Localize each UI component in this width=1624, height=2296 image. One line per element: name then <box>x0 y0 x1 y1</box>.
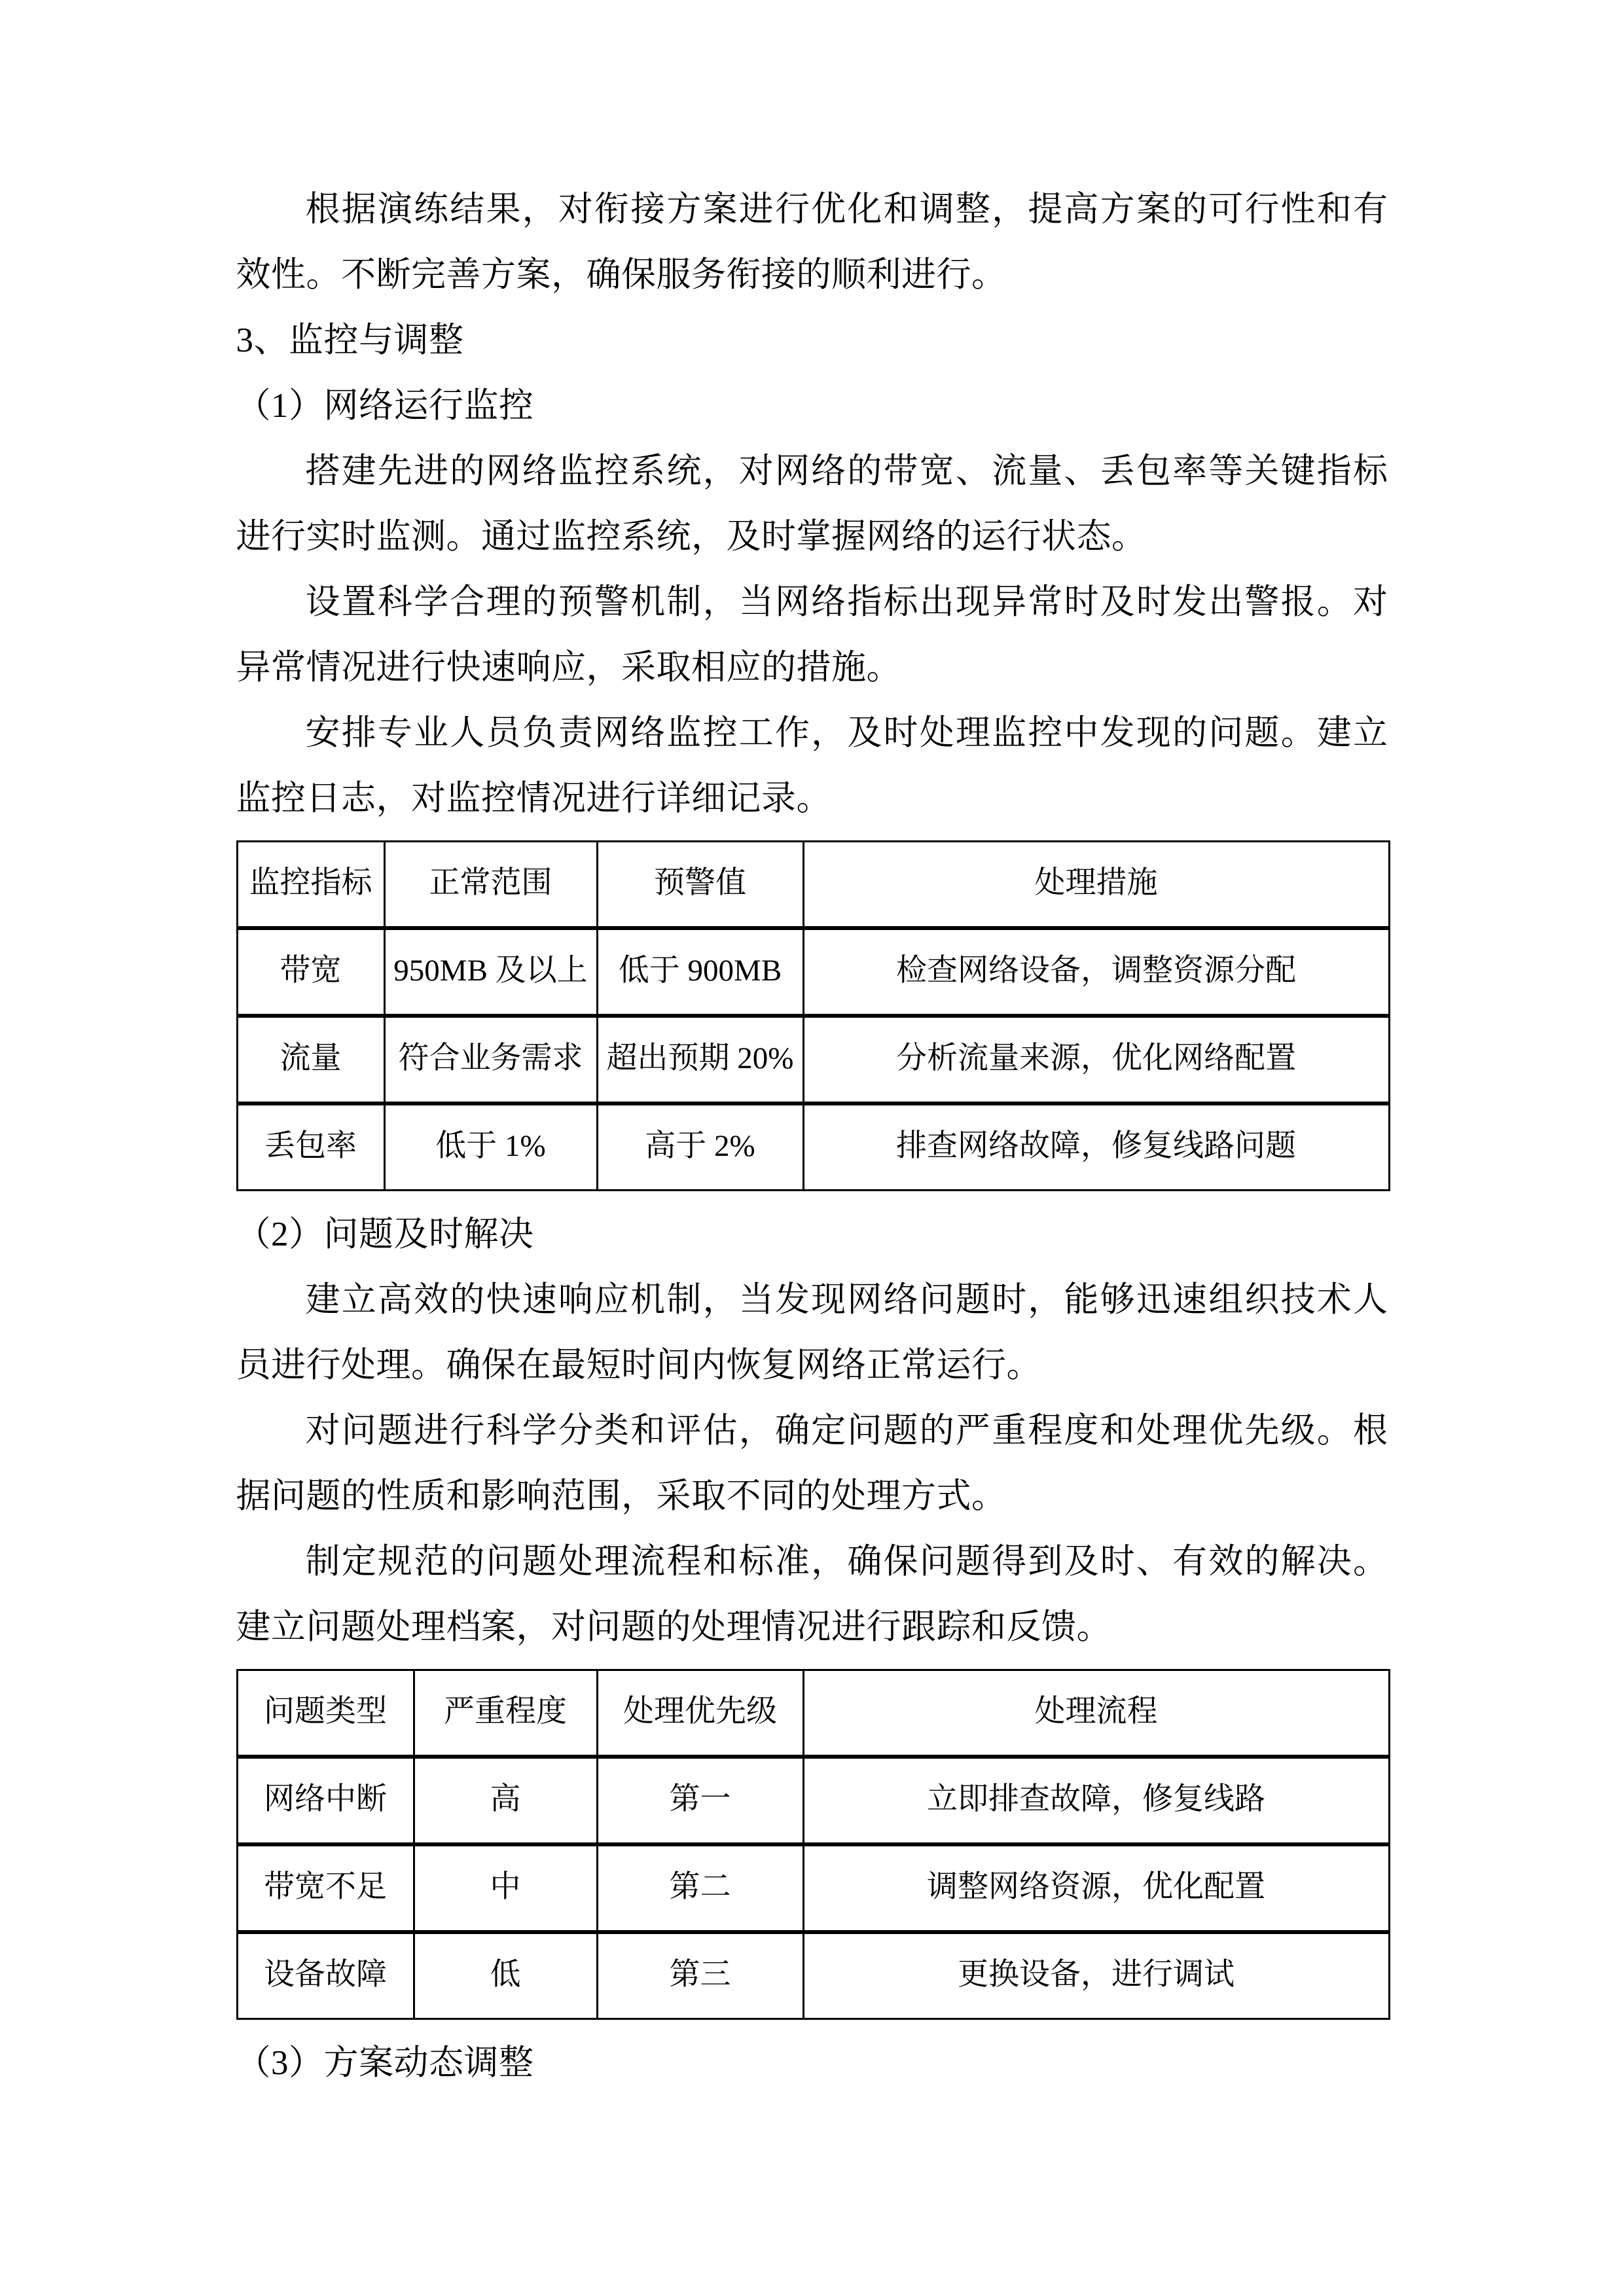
table-cell: 超出预期 20% <box>597 1016 803 1103</box>
table-header-cell: 正常范围 <box>384 842 597 929</box>
table-cell: 低 <box>414 1932 597 2019</box>
table-cell: 立即排查故障，修复线路 <box>803 1757 1389 1844</box>
table-cell: 排查网络故障，修复线路问题 <box>803 1103 1389 1191</box>
table-header-cell: 严重程度 <box>414 1670 597 1757</box>
table-cell: 第二 <box>597 1844 803 1932</box>
table-header-cell: 问题类型 <box>237 1670 414 1757</box>
table-cell: 网络中断 <box>237 1757 414 1844</box>
issue-handling-table <box>236 1669 1390 2020</box>
table-header-cell: 处理优先级 <box>597 1670 803 1757</box>
paragraph-issue-classification: 对问题进行科学分类和评估，确定问题的严重程度和处理优先级。根据问题的性质和影响范围，采取不同的处理方式。 <box>236 1412 1388 1515</box>
paragraph-monitoring-alert: 设置科学合理的预警机制，当网络指标出现异常时及时发出警报。对异常情况进行快速响应，采取相应的措施。 <box>236 583 1388 687</box>
section-heading-3: 3、监控与调整 <box>236 321 464 359</box>
paragraph-intro: 根据演练结果，对衔接方案进行优化和调整，提高方案的可行性和有效性。不断完善方案，确保服务衔接的顺利进行。 <box>236 190 1388 294</box>
table-row <box>237 1757 1389 1844</box>
table-header-row <box>237 1670 1389 1757</box>
table-cell: 第一 <box>597 1757 803 1844</box>
table-cell: 中 <box>414 1844 597 1932</box>
table-cell: 低于 1% <box>384 1103 597 1191</box>
table-header-row <box>237 842 1389 929</box>
table-cell: 检查网络设备，调整资源分配 <box>803 928 1389 1016</box>
table-header-cell: 处理措施 <box>803 842 1389 929</box>
paragraph-monitoring-staff: 安排专业人员负责网络监控工作，及时处理监控中发现的问题。建立监控日志，对监控情况进行详细记录。 <box>236 714 1388 817</box>
table-cell: 符合业务需求 <box>384 1016 597 1103</box>
table-cell: 带宽 <box>237 928 384 1016</box>
table-header-cell: 预警值 <box>597 842 803 929</box>
table-cell: 高于 2% <box>597 1103 803 1191</box>
table-cell: 流量 <box>237 1016 384 1103</box>
table-row <box>237 928 1389 1016</box>
subsection-heading-2: （2）问题及时解决 <box>236 1215 534 1253</box>
monitoring-metrics-table <box>236 840 1390 1191</box>
table-cell: 丢包率 <box>237 1103 384 1191</box>
table-cell: 950MB 及以上 <box>384 928 597 1016</box>
table-cell: 第三 <box>597 1932 803 2019</box>
table-cell: 设备故障 <box>237 1932 414 2019</box>
table-header-cell: 处理流程 <box>803 1670 1389 1757</box>
table-row <box>237 1844 1389 1932</box>
subsection-heading-1: （1）网络运行监控 <box>236 387 534 425</box>
table-row <box>237 1103 1389 1191</box>
paragraph-issue-process: 制定规范的问题处理流程和标准，确保问题得到及时、有效的解决。建立问题处理档案，对问题的处理情况进行跟踪和反馈。 <box>236 1543 1388 1646</box>
paragraph-monitoring-build: 搭建先进的网络监控系统，对网络的带宽、流量、丢包率等关键指标进行实时监测。通过监控系统，及时掌握网络的运行状态。 <box>236 452 1388 556</box>
table-header-cell: 监控指标 <box>237 842 384 929</box>
paragraph-issue-response: 建立高效的快速响应机制，当发现网络问题时，能够迅速组织技术人员进行处理。确保在最短时间内恢复网络正常运行。 <box>236 1281 1388 1384</box>
table-cell: 调整网络资源，优化配置 <box>803 1844 1389 1932</box>
page-body-column <box>236 177 1388 2096</box>
table-cell: 高 <box>414 1757 597 1844</box>
table-cell: 低于 900MB <box>597 928 803 1016</box>
subsection-heading-3: （3）方案动态调整 <box>236 2044 534 2082</box>
table-row <box>237 1016 1389 1103</box>
table-row <box>237 1932 1389 2019</box>
table-cell: 分析流量来源，优化网络配置 <box>803 1016 1389 1103</box>
table-cell: 带宽不足 <box>237 1844 414 1932</box>
table-cell: 更换设备，进行调试 <box>803 1932 1389 2019</box>
